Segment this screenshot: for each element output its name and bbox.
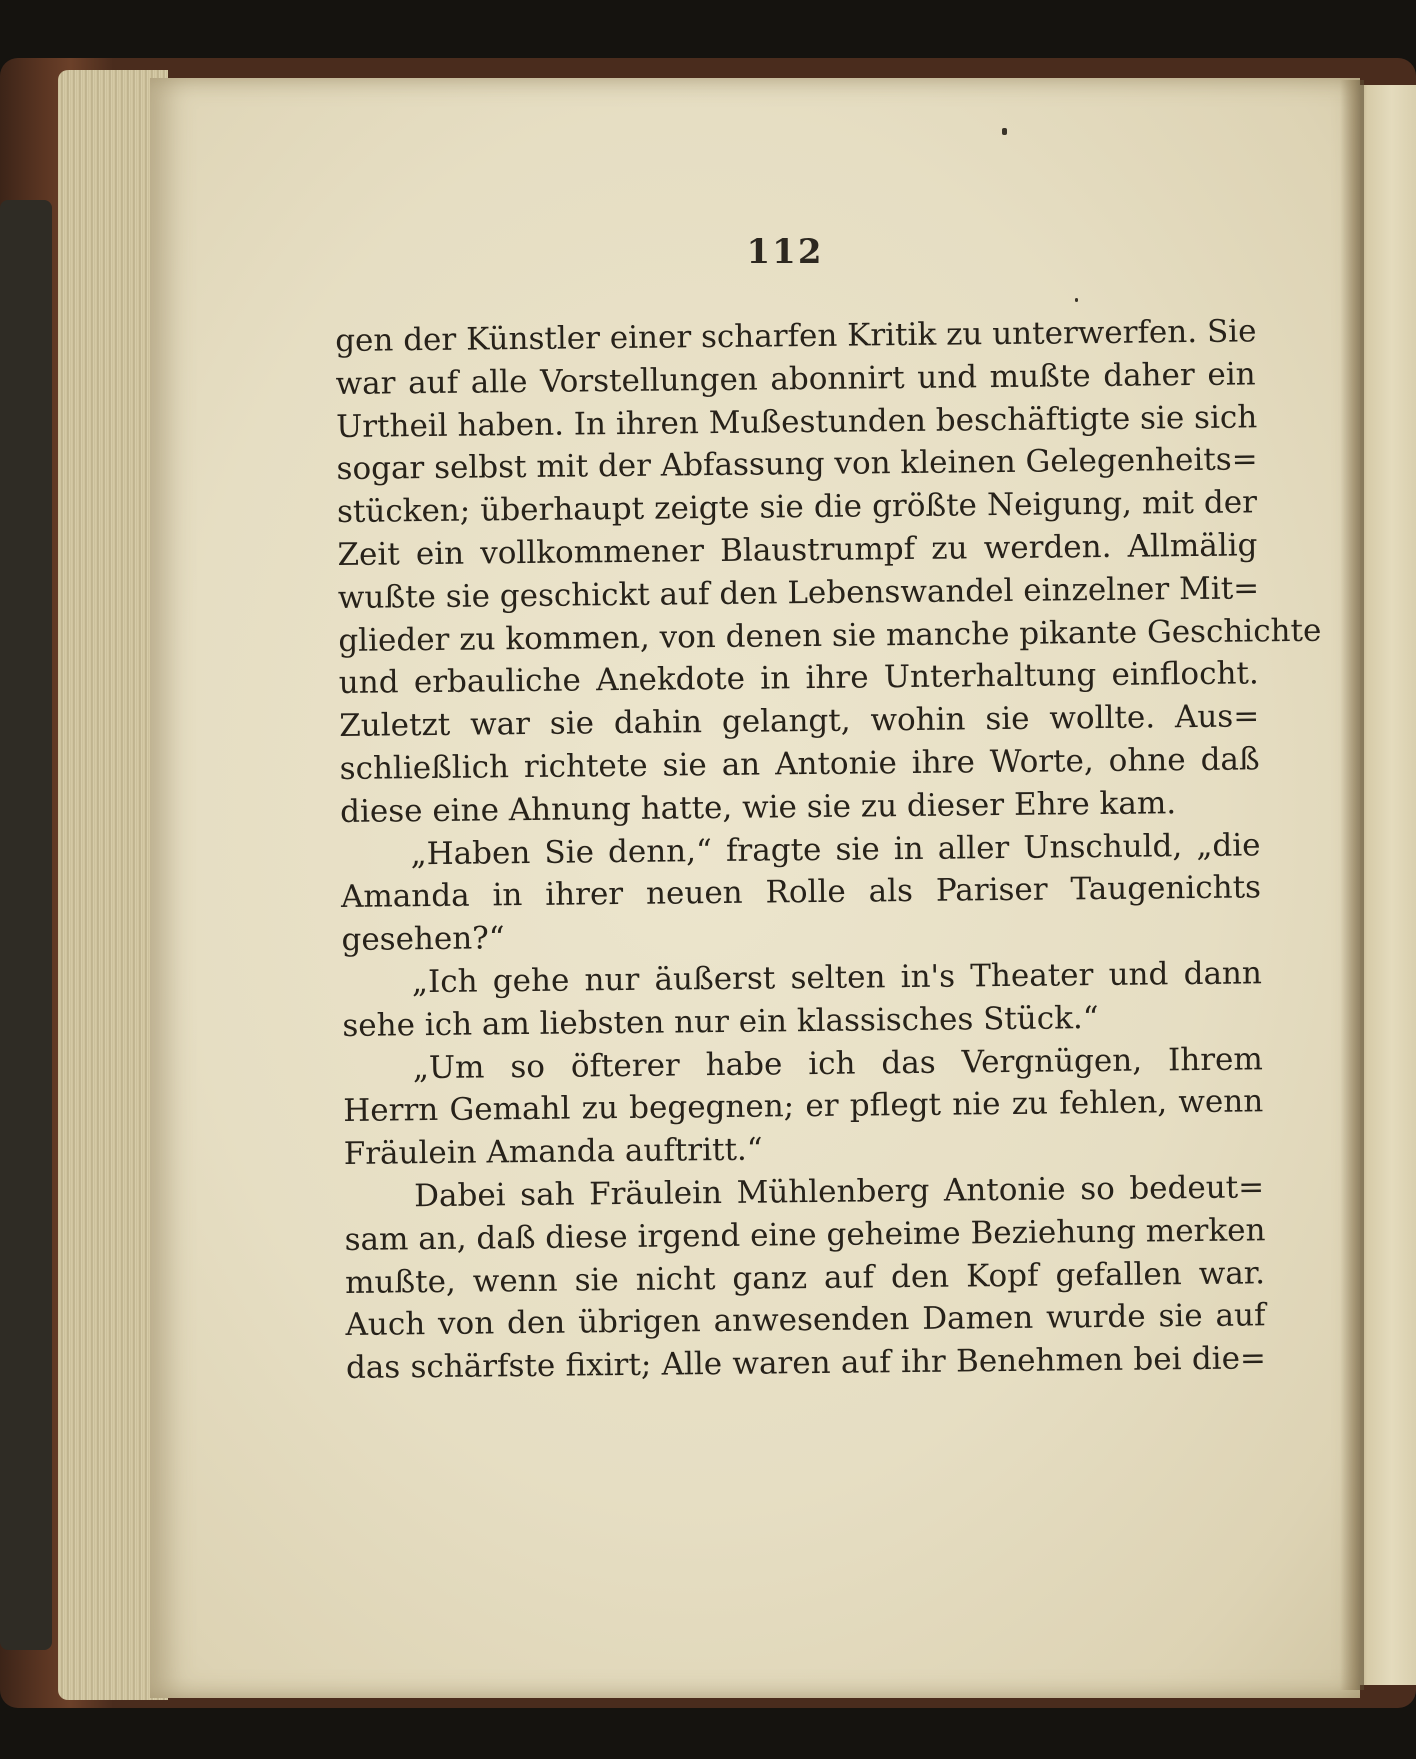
page-number: 112	[746, 232, 824, 272]
facing-page-edge	[1355, 85, 1416, 1685]
text-line: stücken; überhaupt zeigte sie die größte Neigung, mit der	[336, 484, 1258, 531]
text-line: sehe ich am liebsten nur ein klassisches Stück.“	[342, 999, 1099, 1044]
text-line: mußte, wenn sie nicht ganz auf den Kopf gefallen war.	[344, 1254, 1266, 1301]
text-line: Zuletzt war sie dahin gelangt, wohin sie wollte. Aus=	[339, 698, 1260, 745]
text-line: und erbauliche Anekdote in ihre Unterhaltung einflocht.	[338, 655, 1259, 702]
text-line: gen der Künstler einer scharfen Kritik zu unterwerfen. Sie	[335, 313, 1257, 359]
text-line: Dabei sah Fräulein Mühlenberg Antonie so bedeut=	[413, 1169, 1265, 1215]
text-line: Zeit ein vollkommener Blaustrumpf zu werden. Allmälig	[337, 527, 1258, 573]
text-line: gesehen?“	[341, 920, 505, 959]
text-line: Auch von den übrigen anwesenden Damen wurde sie auf	[345, 1297, 1266, 1344]
text-line: „Ich gehe nur äußerst selten in's Theater und dann	[411, 955, 1263, 1001]
text-line: Fräulein Amanda auftritt.“	[343, 1131, 763, 1173]
text-line: schließlich richtete sie an Antonie ihre Worte, ohne daß	[339, 741, 1260, 787]
text-line: Herrn Gemahl zu begegnen; er pflegt nie zu fehlen, wenn	[343, 1083, 1264, 1130]
text-line: wußte sie geschickt auf den Lebenswandel einzelner Mit=	[337, 570, 1260, 616]
text-line: „Um so öfterer habe ich das Vergnügen, Ihrem	[412, 1040, 1263, 1086]
text-line: glieder zu kommen, von denen sie manche pikante Geschichte	[338, 612, 1322, 659]
text-line: diese eine Ahnung hatte, wie sie zu dieser Ehre kam.	[339, 784, 1177, 830]
text-line: war auf alle Vorstellungen abonnirt und mußte daher ein	[335, 356, 1256, 402]
text-line: sogar selbst mit der Abfassung von kleinen Gelegenheits=	[336, 441, 1258, 488]
text-line: „Haben Sie denn,“ fragte sie in aller Unschuld, „die	[410, 826, 1261, 872]
ink-speck	[1002, 128, 1007, 135]
ink-speck	[1075, 298, 1078, 302]
text-line: Urtheil haben. In ihren Mußestunden beschäftigte sie sich	[335, 398, 1258, 445]
body-text	[335, 310, 1322, 1389]
page-gutter	[1340, 80, 1364, 1690]
text-line: Amanda in ihrer neuen Rolle als Pariser Taugenichts	[340, 869, 1262, 916]
text-line: das schärfste fixirt; Alle waren auf ihr Benehmen bei die=	[345, 1340, 1267, 1387]
cover-spine-edge	[0, 200, 52, 1650]
text-line: sam an, daß diese irgend eine geheime Beziehung merken	[344, 1212, 1266, 1258]
